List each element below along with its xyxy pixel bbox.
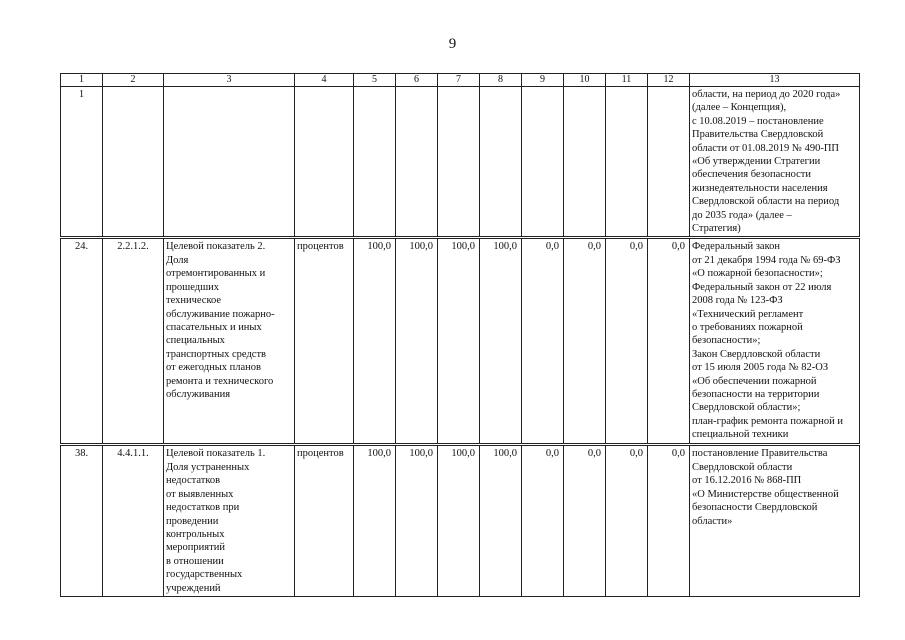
row-number-cell: 24. xyxy=(61,238,103,445)
column-header: 1 xyxy=(61,74,103,87)
value-cell xyxy=(354,87,396,238)
source-line: «Об утверждении Стратегии xyxy=(692,156,821,168)
indicator-line: прошедших xyxy=(166,281,220,293)
value-cell xyxy=(522,87,564,238)
source-line: Стратегия) xyxy=(692,223,741,235)
source-line: постановление Правительства xyxy=(692,448,828,460)
value-cell: 0,0 xyxy=(564,238,606,445)
column-header: 12 xyxy=(648,74,690,87)
value-cell: 0,0 xyxy=(564,445,606,596)
indicator-line: от ежегодных планов xyxy=(166,362,261,374)
source-line: о требованиях пожарной xyxy=(692,321,803,333)
source-line: безопасности»; xyxy=(692,335,761,347)
source-line: безопасности Свердловской xyxy=(692,502,818,514)
unit-cell: процентов xyxy=(295,445,354,596)
source-line: жизнедеятельности населения xyxy=(692,182,828,194)
value-cell: 100,0 xyxy=(354,445,396,596)
source-line: области, на период до 2020 года» xyxy=(692,89,841,100)
source-line: Свердловской области на период xyxy=(692,196,840,208)
source-line: безопасности на территории xyxy=(692,388,820,400)
indicator-line: учреждений xyxy=(166,582,221,594)
value-cell: 100,0 xyxy=(480,238,522,445)
indicator-line: в отношении xyxy=(166,555,224,567)
value-cell: 0,0 xyxy=(648,238,690,445)
value-cell: 0,0 xyxy=(522,238,564,445)
value-cell: 0,0 xyxy=(648,445,690,596)
indicator-cell xyxy=(164,445,295,596)
column-header: 8 xyxy=(480,74,522,87)
value-cell: 100,0 xyxy=(438,238,480,445)
source-line: Свердловской области»; xyxy=(692,402,801,414)
indicator-line: транспортных средств xyxy=(166,348,267,360)
value-cell: 0,0 xyxy=(606,445,648,596)
indicator-line: ремонта и технического xyxy=(166,375,274,387)
unit-cell xyxy=(295,87,354,238)
source-line: «О Министерстве общественной xyxy=(692,488,839,500)
indicator-cell xyxy=(164,238,295,445)
source-line: обеспечения безопасности xyxy=(692,169,811,181)
column-header: 10 xyxy=(564,74,606,87)
page-number: 9 xyxy=(448,36,457,52)
column-header: 11 xyxy=(606,74,648,87)
indicator-line: проведении xyxy=(166,515,219,527)
source-line: Федеральный закон xyxy=(692,241,781,253)
source-line: от 21 декабря 1994 года № 69-ФЗ xyxy=(692,254,841,266)
column-header: 9 xyxy=(522,74,564,87)
column-header: 7 xyxy=(438,74,480,87)
source-line: «Технический регламент xyxy=(692,308,804,320)
value-cell xyxy=(606,87,648,238)
source-line: Федеральный закон от 22 июля xyxy=(692,281,832,293)
indicator-line: государственных xyxy=(166,569,243,581)
indicator-line: мероприятий xyxy=(166,542,225,554)
source-line: план-график ремонта пожарной и xyxy=(692,415,843,427)
value-cell xyxy=(438,87,480,238)
source-line: до 2035 года» (далее – xyxy=(692,209,792,221)
value-cell: 100,0 xyxy=(396,445,438,596)
source-line: от 15 июля 2005 года № 82-ОЗ xyxy=(692,362,829,374)
table-row xyxy=(61,445,860,596)
row-number-cell: 1 xyxy=(61,87,103,238)
code-cell xyxy=(103,87,164,238)
code-cell: 2.2.1.2. xyxy=(103,238,164,445)
value-cell xyxy=(396,87,438,238)
source-line: с 10.08.2019 – постановление xyxy=(692,115,824,127)
value-cell: 100,0 xyxy=(438,445,480,596)
indicator-line: Доля xyxy=(166,254,189,266)
indicator-table xyxy=(60,73,860,597)
value-cell: 100,0 xyxy=(480,445,522,596)
source-line: Закон Свердловской области xyxy=(692,348,821,360)
table-row xyxy=(61,238,860,445)
indicator-cell xyxy=(164,87,295,238)
source-line: области от 01.08.2019 № 490-ПП xyxy=(692,142,839,154)
indicator-line: специальных xyxy=(166,335,225,347)
indicator-line: обслуживания xyxy=(166,388,231,400)
indicator-line: Доля устраненных xyxy=(166,461,250,473)
value-cell: 100,0 xyxy=(396,238,438,445)
value-cell xyxy=(480,87,522,238)
value-cell xyxy=(564,87,606,238)
source-line: «О пожарной безопасности»; xyxy=(692,268,823,280)
source-line: Правительства Свердловской xyxy=(692,129,824,141)
source-line: 2008 года № 123-ФЗ xyxy=(692,295,783,307)
value-cell: 0,0 xyxy=(522,445,564,596)
indicator-line: недостатков xyxy=(166,475,221,487)
value-cell: 100,0 xyxy=(354,238,396,445)
column-number-row xyxy=(61,74,860,87)
column-header: 4 xyxy=(295,74,354,87)
indicator-line: от выявленных xyxy=(166,488,234,500)
source-line: специальной техники xyxy=(692,429,789,441)
value-cell xyxy=(648,87,690,238)
indicator-line: недостатков при xyxy=(166,502,240,514)
row-number-cell: 38. xyxy=(61,445,103,596)
source-line: области» xyxy=(692,515,733,527)
column-header: 2 xyxy=(103,74,164,87)
source-line: Свердловской области xyxy=(692,461,793,473)
source-line: «Об обеспечении пожарной xyxy=(692,375,817,387)
indicator-line: техническое xyxy=(166,295,222,307)
column-header: 5 xyxy=(354,74,396,87)
value-cell: 0,0 xyxy=(606,238,648,445)
indicator-line: Целевой показатель 1. xyxy=(166,448,266,460)
source-line: от 16.12.2016 № 868-ПП xyxy=(692,475,802,487)
source-line: (далее – Концепция), xyxy=(692,102,787,114)
unit-cell: процентов xyxy=(295,238,354,445)
column-header: 13 xyxy=(690,74,860,87)
indicator-line: отремонтированных и xyxy=(166,268,266,280)
source-cell xyxy=(690,445,860,596)
column-header: 3 xyxy=(164,74,295,87)
indicator-line: спасательных и иных xyxy=(166,321,262,333)
table-row xyxy=(61,87,860,238)
indicator-line: Целевой показатель 2. xyxy=(166,241,266,253)
source-cell xyxy=(690,238,860,445)
source-cell xyxy=(690,87,860,238)
indicator-line: контрольных xyxy=(166,528,225,540)
code-cell: 4.4.1.1. xyxy=(103,445,164,596)
column-header: 6 xyxy=(396,74,438,87)
indicator-line: обслуживание пожарно- xyxy=(166,308,275,320)
